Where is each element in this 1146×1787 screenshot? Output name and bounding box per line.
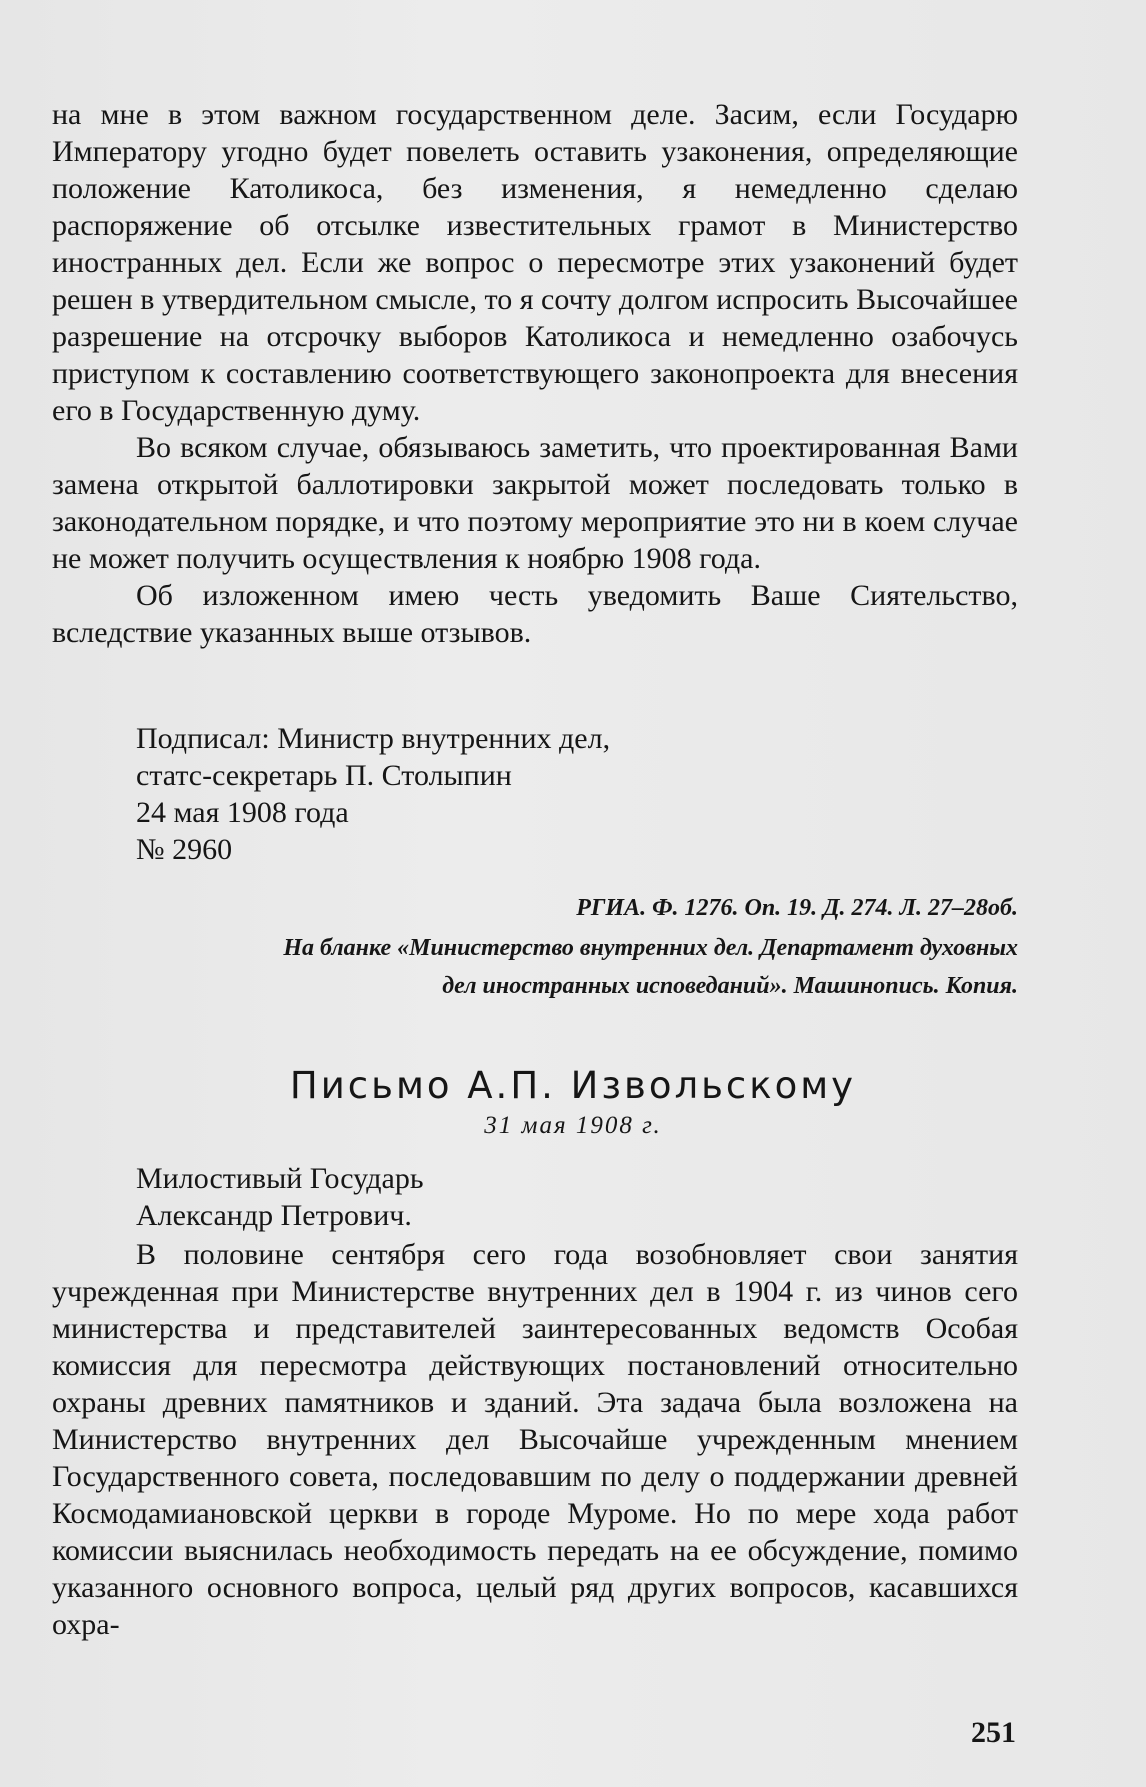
signature-line-2: статс-секретарь П. Столыпин — [136, 759, 512, 792]
signature-number: № 2960 — [136, 833, 233, 866]
letter1-paragraph-2: Во всяком случае, обязываюсь заметить, что проектированная Вами замена открытой баллотировки закрытой может последовать только в законодательном порядке, и что поэтому мероприятие это ни в коем случае не может получить осуществления к ноябрю 1908 года. — [52, 431, 1018, 575]
signature-date: 24 мая 1908 года — [136, 796, 349, 829]
page-number: 251 — [971, 1716, 1016, 1749]
source-note-line-1: На бланке «Министерство внутренних дел. Департамент духовных — [283, 935, 1018, 961]
letter1-body — [52, 96, 1018, 651]
letter1-paragraph-3: Об изложенном имею честь уведомить Ваше Сиятельство, вследствие указанных выше отзывов. — [52, 579, 1018, 649]
letter2-title: Письмо А.П. Извольскому — [289, 1064, 857, 1107]
signature-line-1: Подписал: Министр внутренних дел, — [136, 722, 611, 755]
source-note-line-2: дел иностранных исповеданий». Машинопись. Копия. — [442, 973, 1018, 999]
letter1-paragraph-1: на мне в этом важном государственном деле. Засим, если Государю Императору угодно будет повелеть оставить узаконения, определяющие положение Католикоса, без изменения, я немедленно сделаю распоряжение об отсылке известительных грамот в Министерство иностранных дел. Если же вопрос о пересмотре этих узаконений будет решен в утвердительном смысле, то я сочту долгом испросить Высочайшее разрешение на отсрочку выборов Католикоса и немедленно озабочусь приступом к составлению соответствующего законопроекта для внесения его в Государственную думу. — [52, 98, 1018, 427]
letter2-paragraph-1: В половине сентября сего года возобновляет свои занятия учрежденная при Министерстве внутренних дел в 1904 г. из чинов сего министерства и представителей заинтересованных ведомств Особая комиссия для пересмотра действующих постановлений относительно охраны древних памятников и зданий. Эта задача была возложена на Министерство внутренних дел Высочайше учрежденным мнением Государственного совета, последовавшим по делу о поддержании древней Космодамиановской церкви в городе Муроме. Но по мере хода работ комиссии выяснилась необходимость передать на ее обсуждение, помимо указанного основного вопроса, целый ряд других вопросов, касавшихся охра- — [52, 1238, 1018, 1641]
letter2-salutation-1: Милостивый Государь — [136, 1162, 424, 1195]
letter2-salutation-2: Александр Петрович. — [136, 1199, 412, 1232]
letter2-body — [52, 1236, 1018, 1643]
letter2-date: 31 мая 1908 г. — [484, 1112, 662, 1139]
archive-reference: РГИА. Ф. 1276. Оп. 19. Д. 274. Л. 27–28об. — [576, 895, 1018, 921]
